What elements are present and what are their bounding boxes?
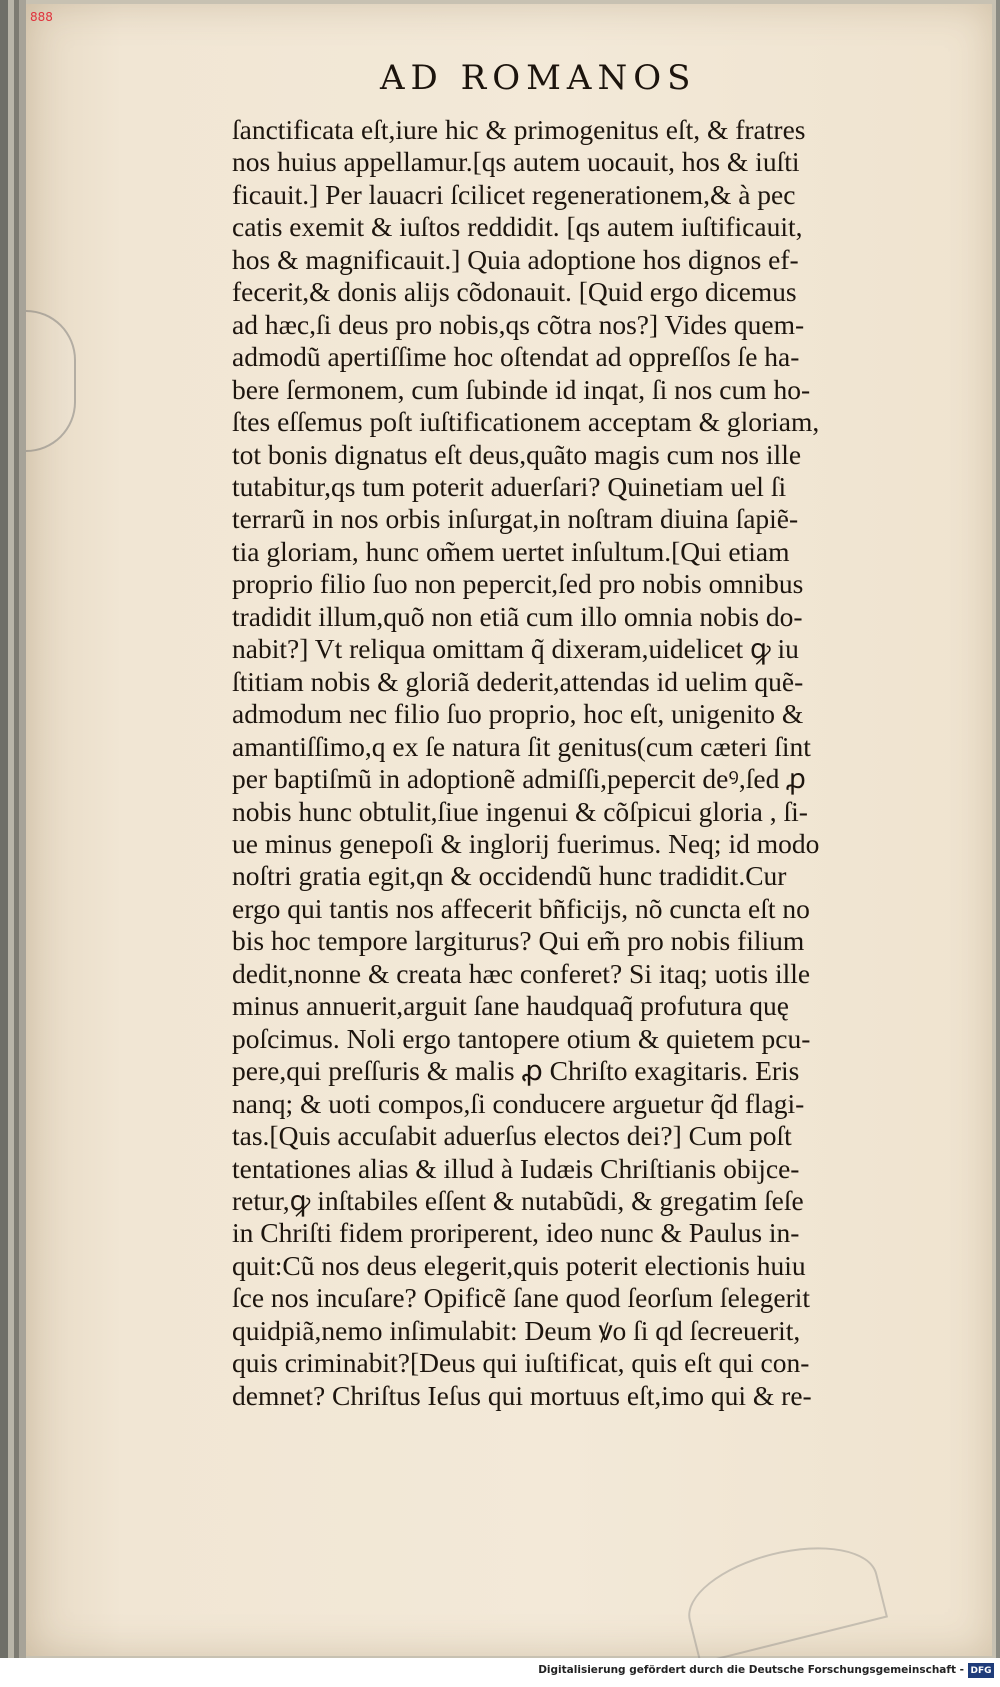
text-line: ergo qui tantis nos affecerit bñficijs, nõ cuncta eſt no	[232, 892, 810, 924]
page-clip-marker	[678, 1530, 888, 1664]
text-line: tutabitur,qs tum poterit aduerſari? Quinetiam uel ſi	[232, 470, 787, 502]
text-line: quis criminabit?[Deus qui iuſtificat, quis eſt qui con-	[232, 1347, 810, 1379]
text-line: ſtitiam nobis & gloriã dederit,attendas id uelim quẽ-	[232, 665, 804, 697]
text-line: nabit?] Vt reliqua omittam q̃ dixeram,uidelicet ꝙ iu	[232, 633, 799, 665]
text-line: ue minus geneроſi & inglorij fuerimus. Neq; id modo	[232, 827, 820, 859]
text-line: noſtri gratia egit,qn & occidendũ hunc tradidit.Cur	[232, 860, 787, 892]
text-line: nobis hunc obtulit,ſiue ingenui & cõſpicui gloria , ſi-	[232, 795, 808, 827]
text-line: nos huius appellamur.[qs autem uocauit, hos & iuſti	[232, 146, 800, 178]
page-edge	[0, 0, 8, 1658]
text-line: bere ſermonem, cum ſubinde id inqat, ſi nos cum ho-	[232, 373, 811, 405]
page-tab-marker	[26, 310, 76, 452]
text-line: poſcimus. Noli ergo tantopere otium & quietem pcu-	[232, 1022, 811, 1054]
text-line: retur,ꝙ inſtabiles eſſent & nutabũdi, & gregatim ſeſe	[232, 1184, 804, 1216]
text-line: terrarũ in nos orbis inſurgat,in noſtram diuina ſapiẽ-	[232, 503, 799, 535]
text-line: in Chriſti fidem proriperent, ideo nunc & Paulus in-	[232, 1217, 800, 1249]
text-line: per baptiſmũ in adoptionẽ admiſſi,pepercit deꝰ,ſed ꝓ	[232, 763, 806, 795]
text-line: admodũ apertiſſime hoc oſtendat ad oppreſſos ſe ha-	[232, 341, 800, 373]
folio-number: 888	[30, 10, 53, 24]
text-line: ad hæc,ſi deus pro nobis,qs cõtra nos?] Vides quem-	[232, 308, 805, 340]
text-line: tot bonis dignatus eſt deus,quãto magis cum nos ille	[232, 438, 802, 470]
text-line: ſanctificata eſt,iure hic & primogenitus eſt, & fratres	[232, 114, 806, 145]
text-line: tas.[Quis accuſabit aduerſus electos dei?] Cum poſt	[232, 1120, 792, 1152]
text-line: demnet? Chriſtus Ieſus qui mortuus eſt,imo qui & re-	[232, 1379, 812, 1411]
text-line: fecerit,& donis alijs cõdonauit. [Quid ergo dicemus	[232, 276, 797, 308]
text-line: tentationes alias & illud à Iudæis Chriſtianis obijce-	[232, 1152, 800, 1184]
text-line: nanq; & uoti compos,ſi conducere arguetur q̃d flagi-	[232, 1087, 805, 1119]
page-edge	[19, 0, 26, 1658]
text-line: admodum nec filio ſuo proprio, hoc eſt, unigenito &	[232, 698, 804, 730]
text-block	[232, 114, 972, 1412]
text-line: bis hoc tempore largiturus? Qui em̃ pro nobis filium	[232, 925, 805, 957]
dfg-logo: DFG	[968, 1663, 994, 1678]
running-head: AD ROMANOS	[380, 58, 697, 98]
text-line: tia gloriam, hunc om̃em uertet inſultum.[Qui etiam	[232, 535, 790, 567]
text-line: pere,qui preſſuris & malis ꝓ Chriſto exagitaris. Eris	[232, 1055, 800, 1087]
text-line: ſce nos incuſare? Opificẽ ſane quod ſeorſum ſelegerit	[232, 1282, 811, 1314]
text-line: dedit,nonne & creata hæc conferet? Si itaq; uotis ille	[232, 957, 811, 989]
text-line: quidpiã,nemo inſimulabit: Deum ꝟo ſi qd ſecreuerit,	[232, 1314, 801, 1346]
text-line: proprio filio ſuo non pepercit,ſed pro nobis omnibus	[232, 568, 804, 600]
page-edge-right	[996, 0, 1000, 1658]
text-line: tradidit illum,quõ non etiã cum illo omnia nobis do-	[232, 600, 803, 632]
text-line: hos & magnificauit.] Quia adoptione hos dignos ef-	[232, 243, 799, 275]
text-line: quit:Cũ nos deus elegerit,quis poterit electionis huiu	[232, 1249, 806, 1281]
text-line: amantiſſimo,q ex ſe natura ſit genitus(cum cæteri ſint	[232, 730, 811, 762]
text-line: ficauit.] Per lauacri ſcilicet regenerationem,& à pec	[232, 178, 796, 210]
footer-bar	[0, 1658, 1000, 1687]
text-line: catis exemit & iuſtos reddidit. [qs autem iuſtificauit,	[232, 211, 803, 243]
text-line: ſtes eſſemus poſt iuſtificationem acceptam & gloriam,	[232, 406, 820, 438]
funding-credit: Digitalisierung gefördert durch die Deutsche Forschungsgemeinschaft -	[538, 1664, 964, 1676]
text-line: minus annuerit,arguit ſane haudquaq̃ profutura quę	[232, 990, 789, 1022]
